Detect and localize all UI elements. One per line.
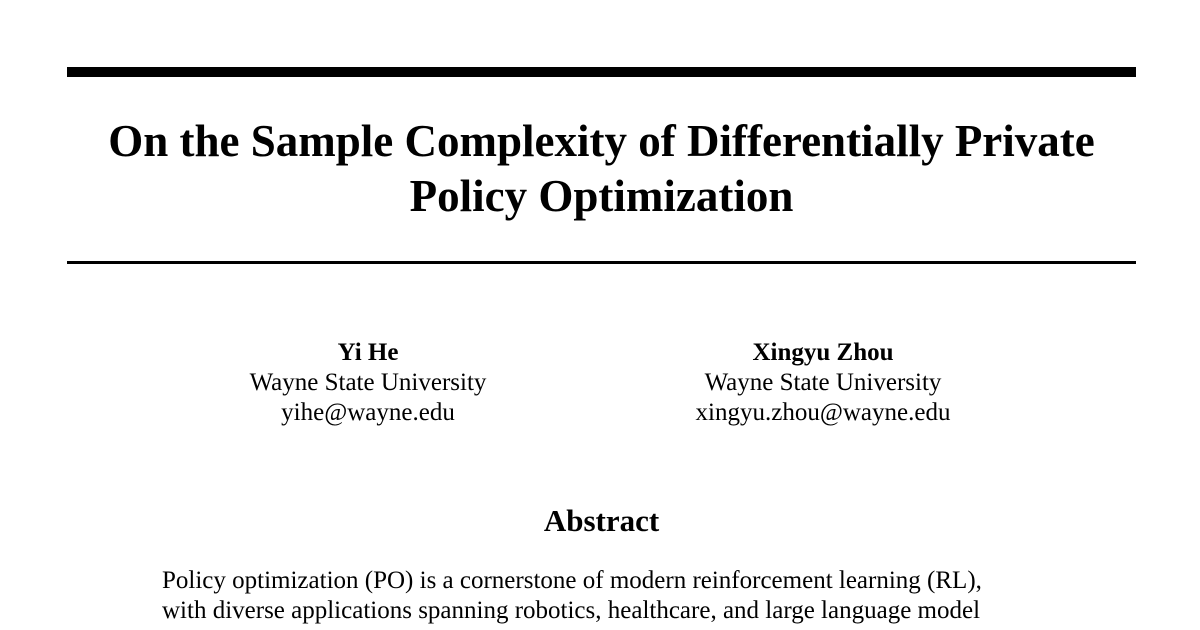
author-affiliation: Wayne State University xyxy=(704,369,942,396)
abstract-body xyxy=(162,566,1062,626)
author-email: yihe@wayne.edu xyxy=(281,399,455,426)
author-email: xingyu.zhou@wayne.edu xyxy=(695,399,951,426)
author-block xyxy=(158,338,578,428)
author-name: Yi He xyxy=(337,339,399,366)
abstract-heading: Abstract xyxy=(543,503,660,538)
author-block xyxy=(613,338,1033,428)
title-bottom-rule xyxy=(67,261,1136,264)
paper-title xyxy=(67,114,1136,224)
paper-title-line: On the Sample Complexity of Differentially Private xyxy=(108,116,1095,166)
paper-title-line: Policy Optimization xyxy=(409,171,794,221)
author-name: Xingyu Zhou xyxy=(752,339,894,366)
abstract-line: Policy optimization (PO) is a cornerstone of modern reinforcement learning (RL), xyxy=(162,567,982,594)
abstract-line: with diverse applications spanning robotics, healthcare, and large language model xyxy=(162,597,981,624)
author-affiliation: Wayne State University xyxy=(249,369,487,396)
title-top-rule xyxy=(67,67,1136,77)
